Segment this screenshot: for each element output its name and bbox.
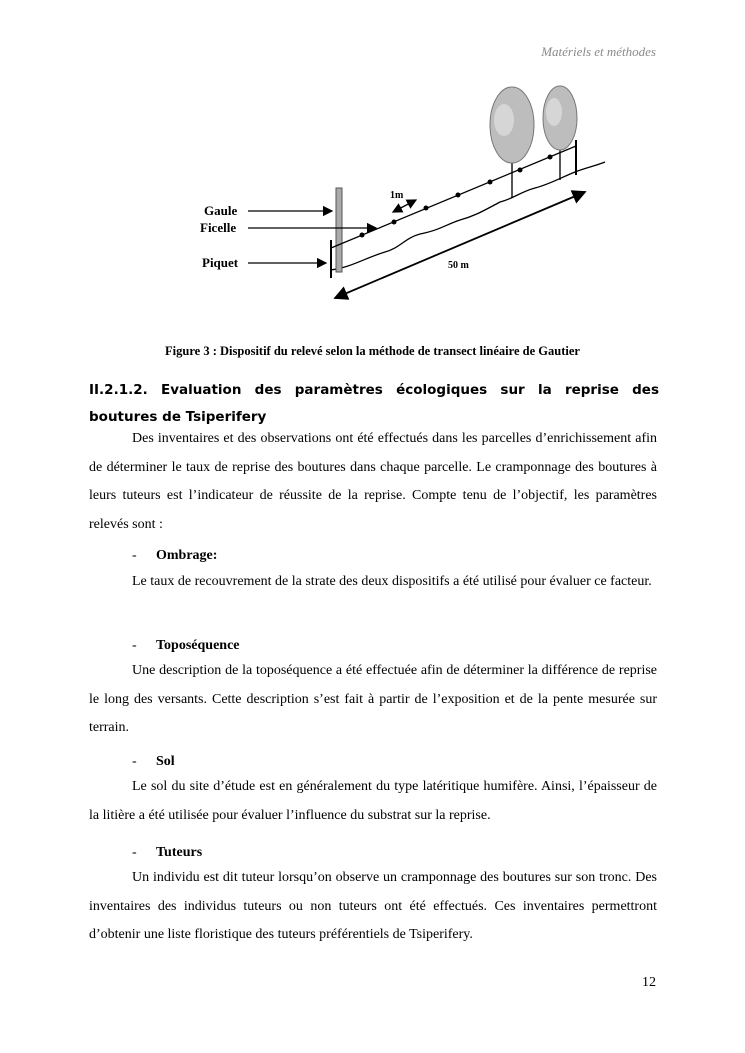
item-sol-text: Le sol du site d’étude est en généralement du type latéritique humifère. Ainsi, l’épaisseur de la litière a été utilisée pour évaluer l’influence du substrat sur la reprise. — [89, 779, 657, 823]
fifty-meter-label: 50 m — [448, 260, 469, 271]
item-tuteurs-text: Un individu est dit tuteur lorsqu’on observe un cramponnage des boutures sur son tronc. Des inventaires des individus tuteurs ou non tuteurs ont été effectués. Ces inventaires permettront d’obtenir une liste floristique des tuteurs préférentiels de Tsiperifery. — [89, 870, 657, 942]
label-gaule: Gaule — [204, 203, 238, 218]
section-heading: II.2.1.2. Evaluation des paramètres écologiques sur la reprise des boutures de Tsiperifery — [89, 382, 659, 425]
running-header: Matériels et méthodes — [541, 44, 656, 59]
item-ombrage-title: - Ombrage: — [132, 548, 218, 563]
gaule-pole — [336, 188, 342, 272]
ficelle-markers — [360, 155, 553, 238]
one-meter-label: 1m — [390, 190, 404, 201]
label-ficelle: Ficelle — [200, 220, 237, 235]
tree-right-icon — [543, 86, 577, 180]
fifty-meter-arrow — [335, 192, 585, 298]
transect-diagram — [190, 80, 610, 310]
item-toposequence-text: Une description de la toposéquence a été effectuée afin de déterminer la différence de reprise le long des versants. Cette description s’est fait à partir de l’exposition et de la pente mesurée sur terrain. — [89, 663, 657, 735]
page-number: 12 — [642, 975, 656, 990]
item-toposequence-title: - Toposéquence — [132, 638, 240, 653]
tree-left-icon — [490, 87, 534, 198]
item-tuteurs-title: - Tuteurs — [132, 845, 203, 860]
figure-caption: Figure 3 : Dispositif du relevé selon la méthode de transect linéaire de Gautier — [165, 344, 580, 358]
one-meter-arrow — [393, 200, 416, 212]
label-piquet: Piquet — [202, 255, 239, 270]
intro-paragraph: Des inventaires et des observations ont été effectués dans les parcelles d’enrichissement afin de déterminer le taux de reprise des boutures dans chaque parcelle. Le cramponnage des boutures à leurs tuteurs est l’indicateur de réussite de la reprise. Compte tenu de l’objectif, les paramètres relevés sont : — [89, 431, 657, 532]
item-sol-title: - Sol — [132, 754, 175, 769]
item-ombrage-text: Le taux de recouvrement de la strate des deux dispositifs a été utilisé pour évaluer ce facteur. — [132, 574, 652, 589]
ficelle-string — [331, 146, 576, 248]
slope-ground — [330, 162, 605, 270]
